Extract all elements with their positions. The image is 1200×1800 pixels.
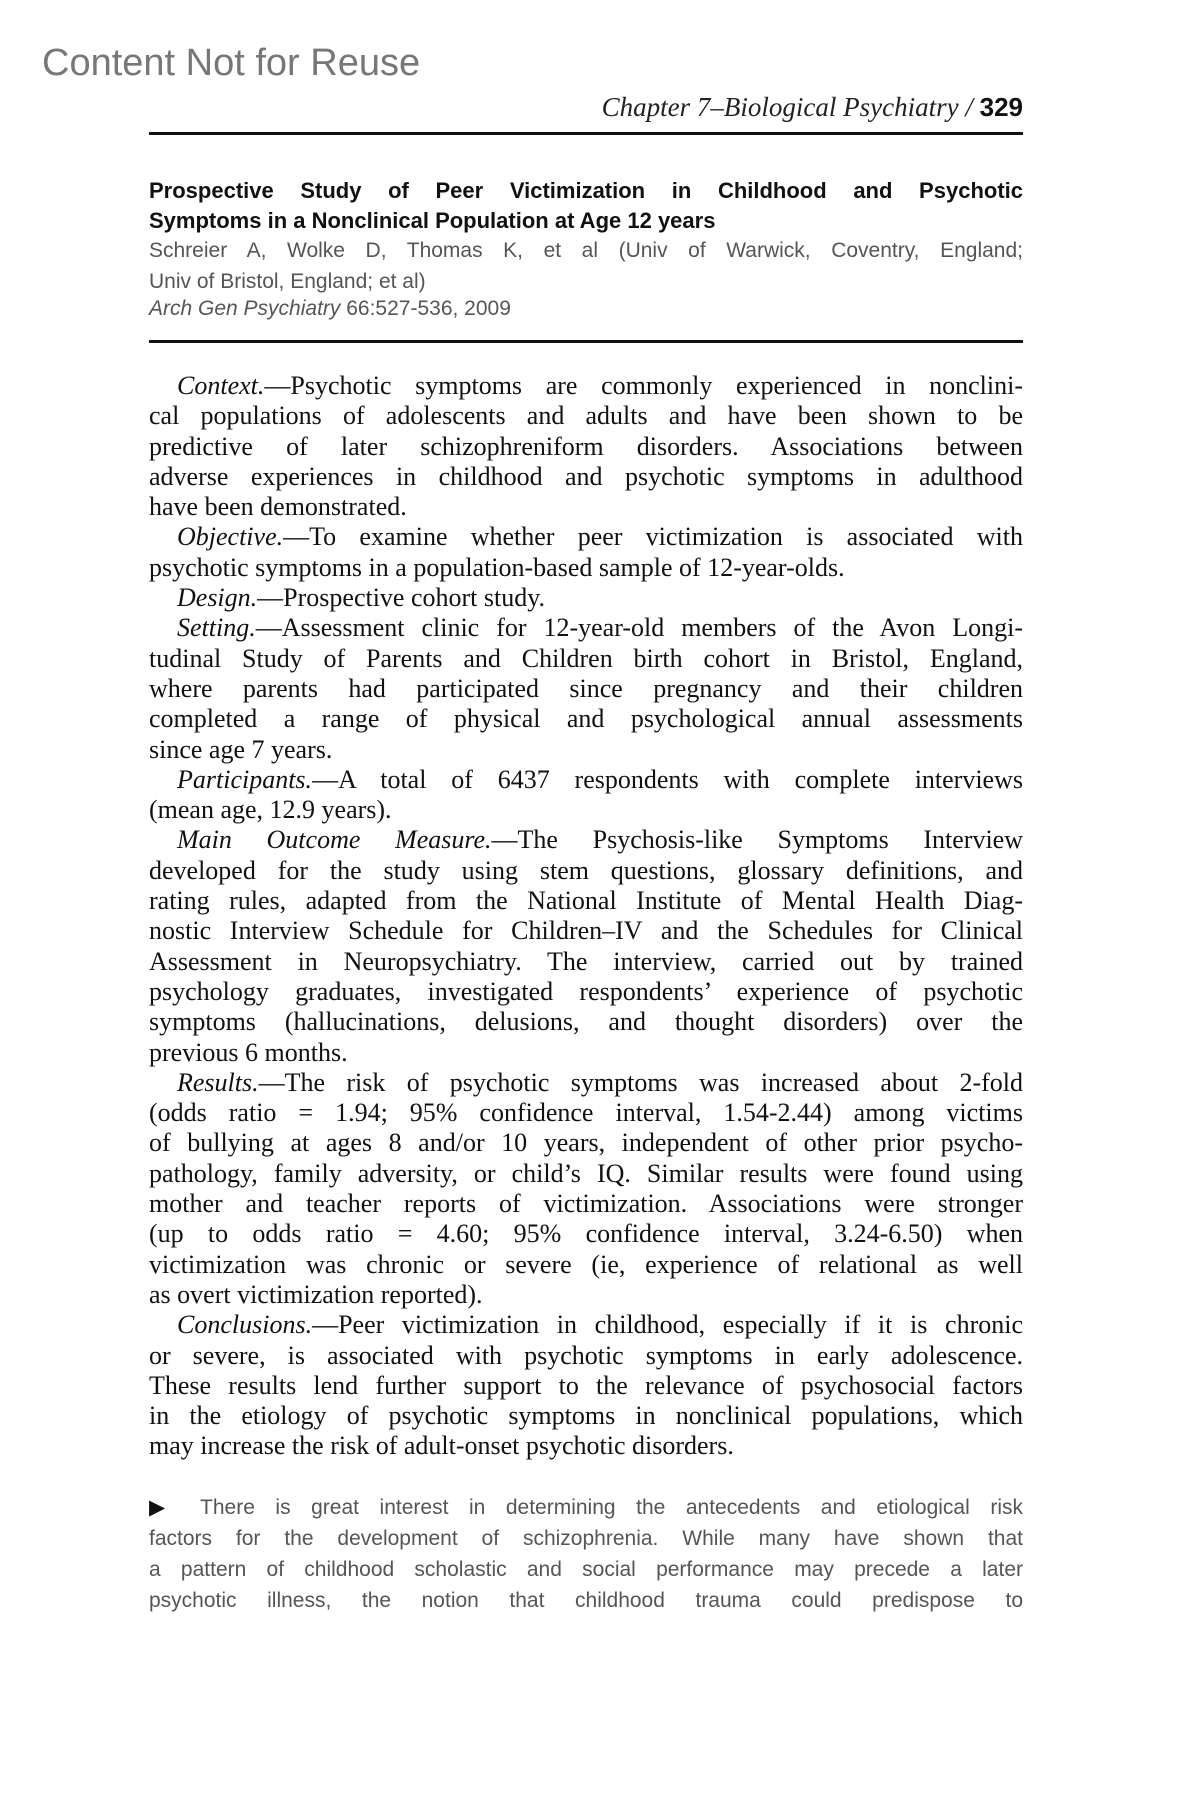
abstract-line — [149, 1098, 1023, 1128]
section-text: of bullying at ages 8 and/or 10 years, independent of other prior psycho- — [149, 1128, 1023, 1158]
abstract-line — [149, 1341, 1023, 1371]
abstract-line — [149, 462, 1023, 492]
section-text: —The Psychosis-like Symptoms Interview — [491, 825, 1024, 855]
section-label: Participants. — [177, 764, 313, 794]
author-line: Schreier A, Wolke D, Thomas K, et al (Univ of Warwick, Coventry, England; — [149, 239, 1023, 262]
section-text: have been demonstrated. — [149, 492, 407, 522]
abstract-line — [149, 704, 1023, 734]
section-text: psychology graduates, investigated respondents’ experience of psychotic — [149, 976, 1023, 1006]
journal-citation — [149, 297, 511, 321]
section-text: pathology, family adversity, or child’s IQ. Similar results were found using — [149, 1158, 1023, 1188]
abstract-line — [149, 1159, 1023, 1189]
section-label: Context. — [177, 371, 265, 400]
section-label: Main Outcome Measure. — [177, 825, 492, 855]
commentary-text: factors for the development of schizophrenia. While many have shown that — [149, 1526, 1023, 1550]
section-text: or severe, is associated with psychotic symptoms in early adolescence. — [149, 1340, 1023, 1370]
section-text: —Prospective cohort study. — [257, 583, 546, 613]
abstract-line — [149, 1431, 1023, 1461]
section-text: (odds ratio = 1.94; 95% confidence interval, 1.54-2.44) among victims — [149, 1098, 1023, 1128]
citation-details: 66:527-536, 2009 — [340, 297, 511, 320]
title-line: Prospective Study of Peer Victimization in Childhood and Psychotic — [149, 178, 1023, 203]
abstract-line — [149, 765, 1023, 795]
section-text: symptoms (hallucinations, delusions, and thought disorders) over the — [149, 1007, 1023, 1037]
bullet-arrow-icon: ▶ — [149, 1496, 180, 1519]
chapter-title: Chapter 7–Biological Psychiatry — [601, 92, 959, 122]
abstract-line — [149, 1128, 1023, 1158]
section-text: as overt victimization reported). — [149, 1279, 483, 1309]
abstract-line — [149, 735, 1023, 765]
commentary — [149, 1493, 1023, 1617]
section-label: Objective. — [177, 522, 284, 552]
section-text: adverse experiences in childhood and psychotic symptoms in adulthood — [149, 461, 1023, 491]
abstract-line — [149, 977, 1023, 1007]
abstract-line — [149, 371, 1023, 401]
section-label: Setting. — [177, 613, 256, 643]
abstract-line — [149, 1401, 1023, 1431]
section-text: Assessment in Neuropsychiatry. The interview, carried out by trained — [149, 946, 1023, 976]
abstract-line — [149, 1250, 1023, 1280]
section-text: —To examine whether peer victimization is associated with — [283, 522, 1023, 552]
section-text: cal populations of adolescents and adults and have been shown to be — [149, 401, 1023, 431]
abstract-line — [149, 1068, 1023, 1098]
abstract-line — [149, 1038, 1023, 1068]
running-header — [602, 92, 1023, 123]
abstract-line — [149, 401, 1023, 431]
abstract-line — [149, 1219, 1023, 1249]
article-title — [149, 176, 1023, 236]
commentary-line — [149, 1524, 1023, 1555]
section-text: (mean age, 12.9 years). — [149, 795, 392, 825]
abstract-line — [149, 795, 1023, 825]
abstract-line — [149, 432, 1023, 462]
section-label: Design. — [177, 583, 258, 613]
commentary-text: There is great interest in determining the antecedents and etiological risk — [179, 1496, 1023, 1519]
section-text: nostic Interview Schedule for Children–IV and the Schedules for Clinical — [149, 916, 1023, 946]
title-line: Symptoms in a Nonclinical Population at Age 12 years — [149, 208, 716, 233]
commentary-text: psychotic illness, the notion that childhood trauma could predispose to — [149, 1588, 1023, 1612]
section-text: developed for the study using stem questions, glossary definitions, and — [149, 855, 1023, 885]
abstract-line — [149, 1310, 1023, 1340]
section-text: —Psychotic symptoms are commonly experienced in nonclini- — [264, 371, 1023, 400]
abstract-line — [149, 825, 1023, 855]
commentary-line — [149, 1586, 1023, 1617]
section-text: —Assessment clinic for 12-year-old members of the Avon Longi- — [255, 613, 1023, 643]
header-rule — [149, 132, 1023, 135]
section-text: tudinal Study of Parents and Children birth cohort in Bristol, England, — [149, 643, 1023, 673]
abstract-line — [149, 674, 1023, 704]
abstract-line — [149, 583, 1023, 613]
abstract-line — [149, 492, 1023, 522]
watermark: Content Not for Reuse — [42, 42, 421, 84]
section-text: predictive of later schizophreniform disorders. Associations between — [149, 431, 1023, 461]
journal-name: Arch Gen Psychiatry — [149, 297, 341, 320]
abstract — [149, 371, 1023, 1462]
abstract-line — [149, 886, 1023, 916]
abstract-line — [149, 613, 1023, 643]
abstract-line — [149, 1007, 1023, 1037]
section-text: mother and teacher reports of victimization. Associations were stronger — [149, 1189, 1023, 1219]
commentary-line — [149, 1555, 1023, 1586]
abstract-line — [149, 522, 1023, 552]
section-label: Conclusions. — [177, 1310, 313, 1340]
abstract-line — [149, 1189, 1023, 1219]
citation-rule — [149, 340, 1023, 343]
commentary-text: a pattern of childhood scholastic and social performance may precede a later — [149, 1557, 1023, 1581]
abstract-line — [149, 1280, 1023, 1310]
section-text: —The risk of psychotic symptoms was increased about 2-fold — [258, 1067, 1023, 1097]
section-text: completed a range of physical and psychological annual assessments — [149, 704, 1023, 734]
abstract-line — [149, 916, 1023, 946]
section-text: where parents had participated since pregnancy and their children — [149, 673, 1023, 703]
section-text: since age 7 years. — [149, 734, 333, 764]
article-authors — [149, 236, 1023, 297]
header-separator: / — [965, 92, 973, 122]
section-label: Results. — [177, 1067, 259, 1097]
section-text: —A total of 6437 respondents with complete interviews — [312, 764, 1023, 794]
commentary-line — [149, 1493, 1023, 1524]
section-text: These results lend further support to the relevance of psychosocial factors — [149, 1370, 1023, 1400]
abstract-line — [149, 947, 1023, 977]
author-line: Univ of Bristol, England; et al) — [149, 269, 426, 293]
section-text: victimization was chronic or severe (ie, experience of relational as well — [149, 1249, 1023, 1279]
section-text: may increase the risk of adult-onset psychotic disorders. — [149, 1431, 734, 1461]
abstract-line — [149, 1371, 1023, 1401]
abstract-line — [149, 553, 1023, 583]
abstract-line — [149, 644, 1023, 674]
abstract-line — [149, 856, 1023, 886]
page-number: 329 — [979, 92, 1023, 122]
section-text: —Peer victimization in childhood, especially if it is chronic — [312, 1310, 1023, 1340]
section-text: (up to odds ratio = 4.60; 95% confidence interval, 3.24-6.50) when — [149, 1219, 1023, 1249]
section-text: psychotic symptoms in a population-based sample of 12-year-olds. — [149, 552, 845, 582]
section-text: in the etiology of psychotic symptoms in nonclinical populations, which — [149, 1401, 1023, 1431]
section-text: rating rules, adapted from the National Institute of Mental Health Diag- — [149, 886, 1023, 916]
section-text: previous 6 months. — [149, 1037, 348, 1067]
